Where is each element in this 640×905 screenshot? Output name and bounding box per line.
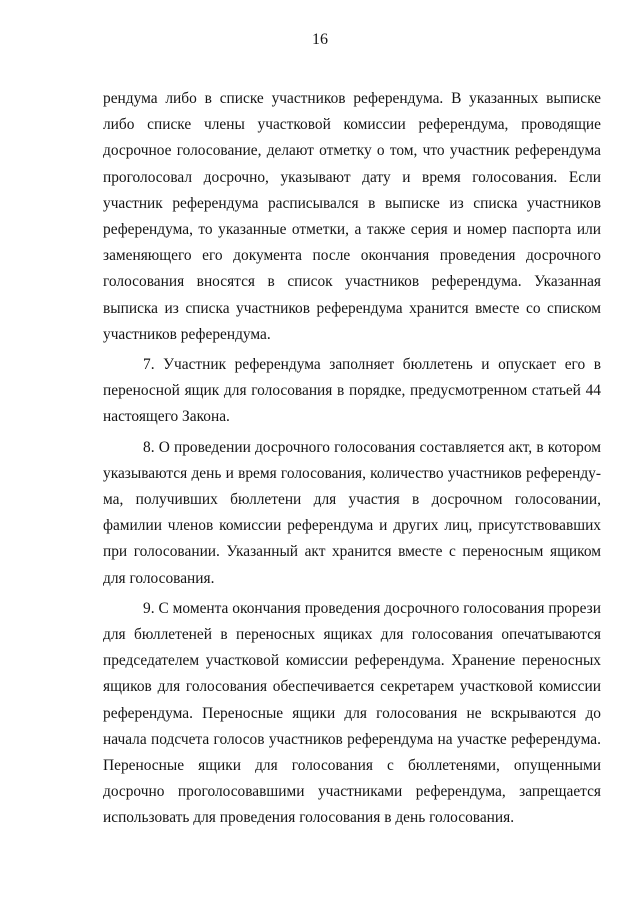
paragraph-item-9: 9. С момента окончания проведения досрочного голосования прорези для бюллетеней в переносных ящиках для голосования опечатываются председателем участковой комиссии референдума. Хранение переносных ящиков для голосования обеспечивается секретарем участковой комиссии референдума. Переносные ящики для голосования не вскрываются до начала подсчета голосов участников референдума на участке референдума. Переносные ящики для голосования с бюллетенями, опущенными досрочно проголосовавшими участниками референдума, запрещается использовать для проведения голосования в день голосования. <box>103 599 601 827</box>
paragraph-item-7: 7. Участник референдума заполняет бюллетень и опускает его в переносной ящик для голосования в порядке, предусмотренном статьей 44 настоящего Закона. <box>103 356 601 426</box>
paragraph-continuation: рендума либо в списке участников референдума. В указанных выписке либо списке члены участковой комиссии референдума, проводящие досрочное голосование, делают отметку о том, что участник референдума проголосовал досрочно, указывают дату и время голосования. Если участник референдума расписывался в выписке из списка участников референдума, то указанные отметки, а также серия и номер паспорта или заменяющего его документа после окончания проведения досрочного голосования вносятся в список участников референдума. Указанная выписка из списка участников референдума хранится вместе со списком участников референдума. <box>103 90 601 343</box>
paragraph-item-8: 8. О проведении досрочного голосования составляется акт, в котором указываются день и время голосования, количество участников референдума, получивших бюллетени для участия в досрочном голосовании, фамилии членов комиссии референдума и других лиц, присутствовавших при голосовании. Указанный акт хранится вместе с переносным ящиком для голосования. <box>103 438 601 587</box>
document-body <box>103 86 601 832</box>
page-number: 16 <box>312 31 328 48</box>
